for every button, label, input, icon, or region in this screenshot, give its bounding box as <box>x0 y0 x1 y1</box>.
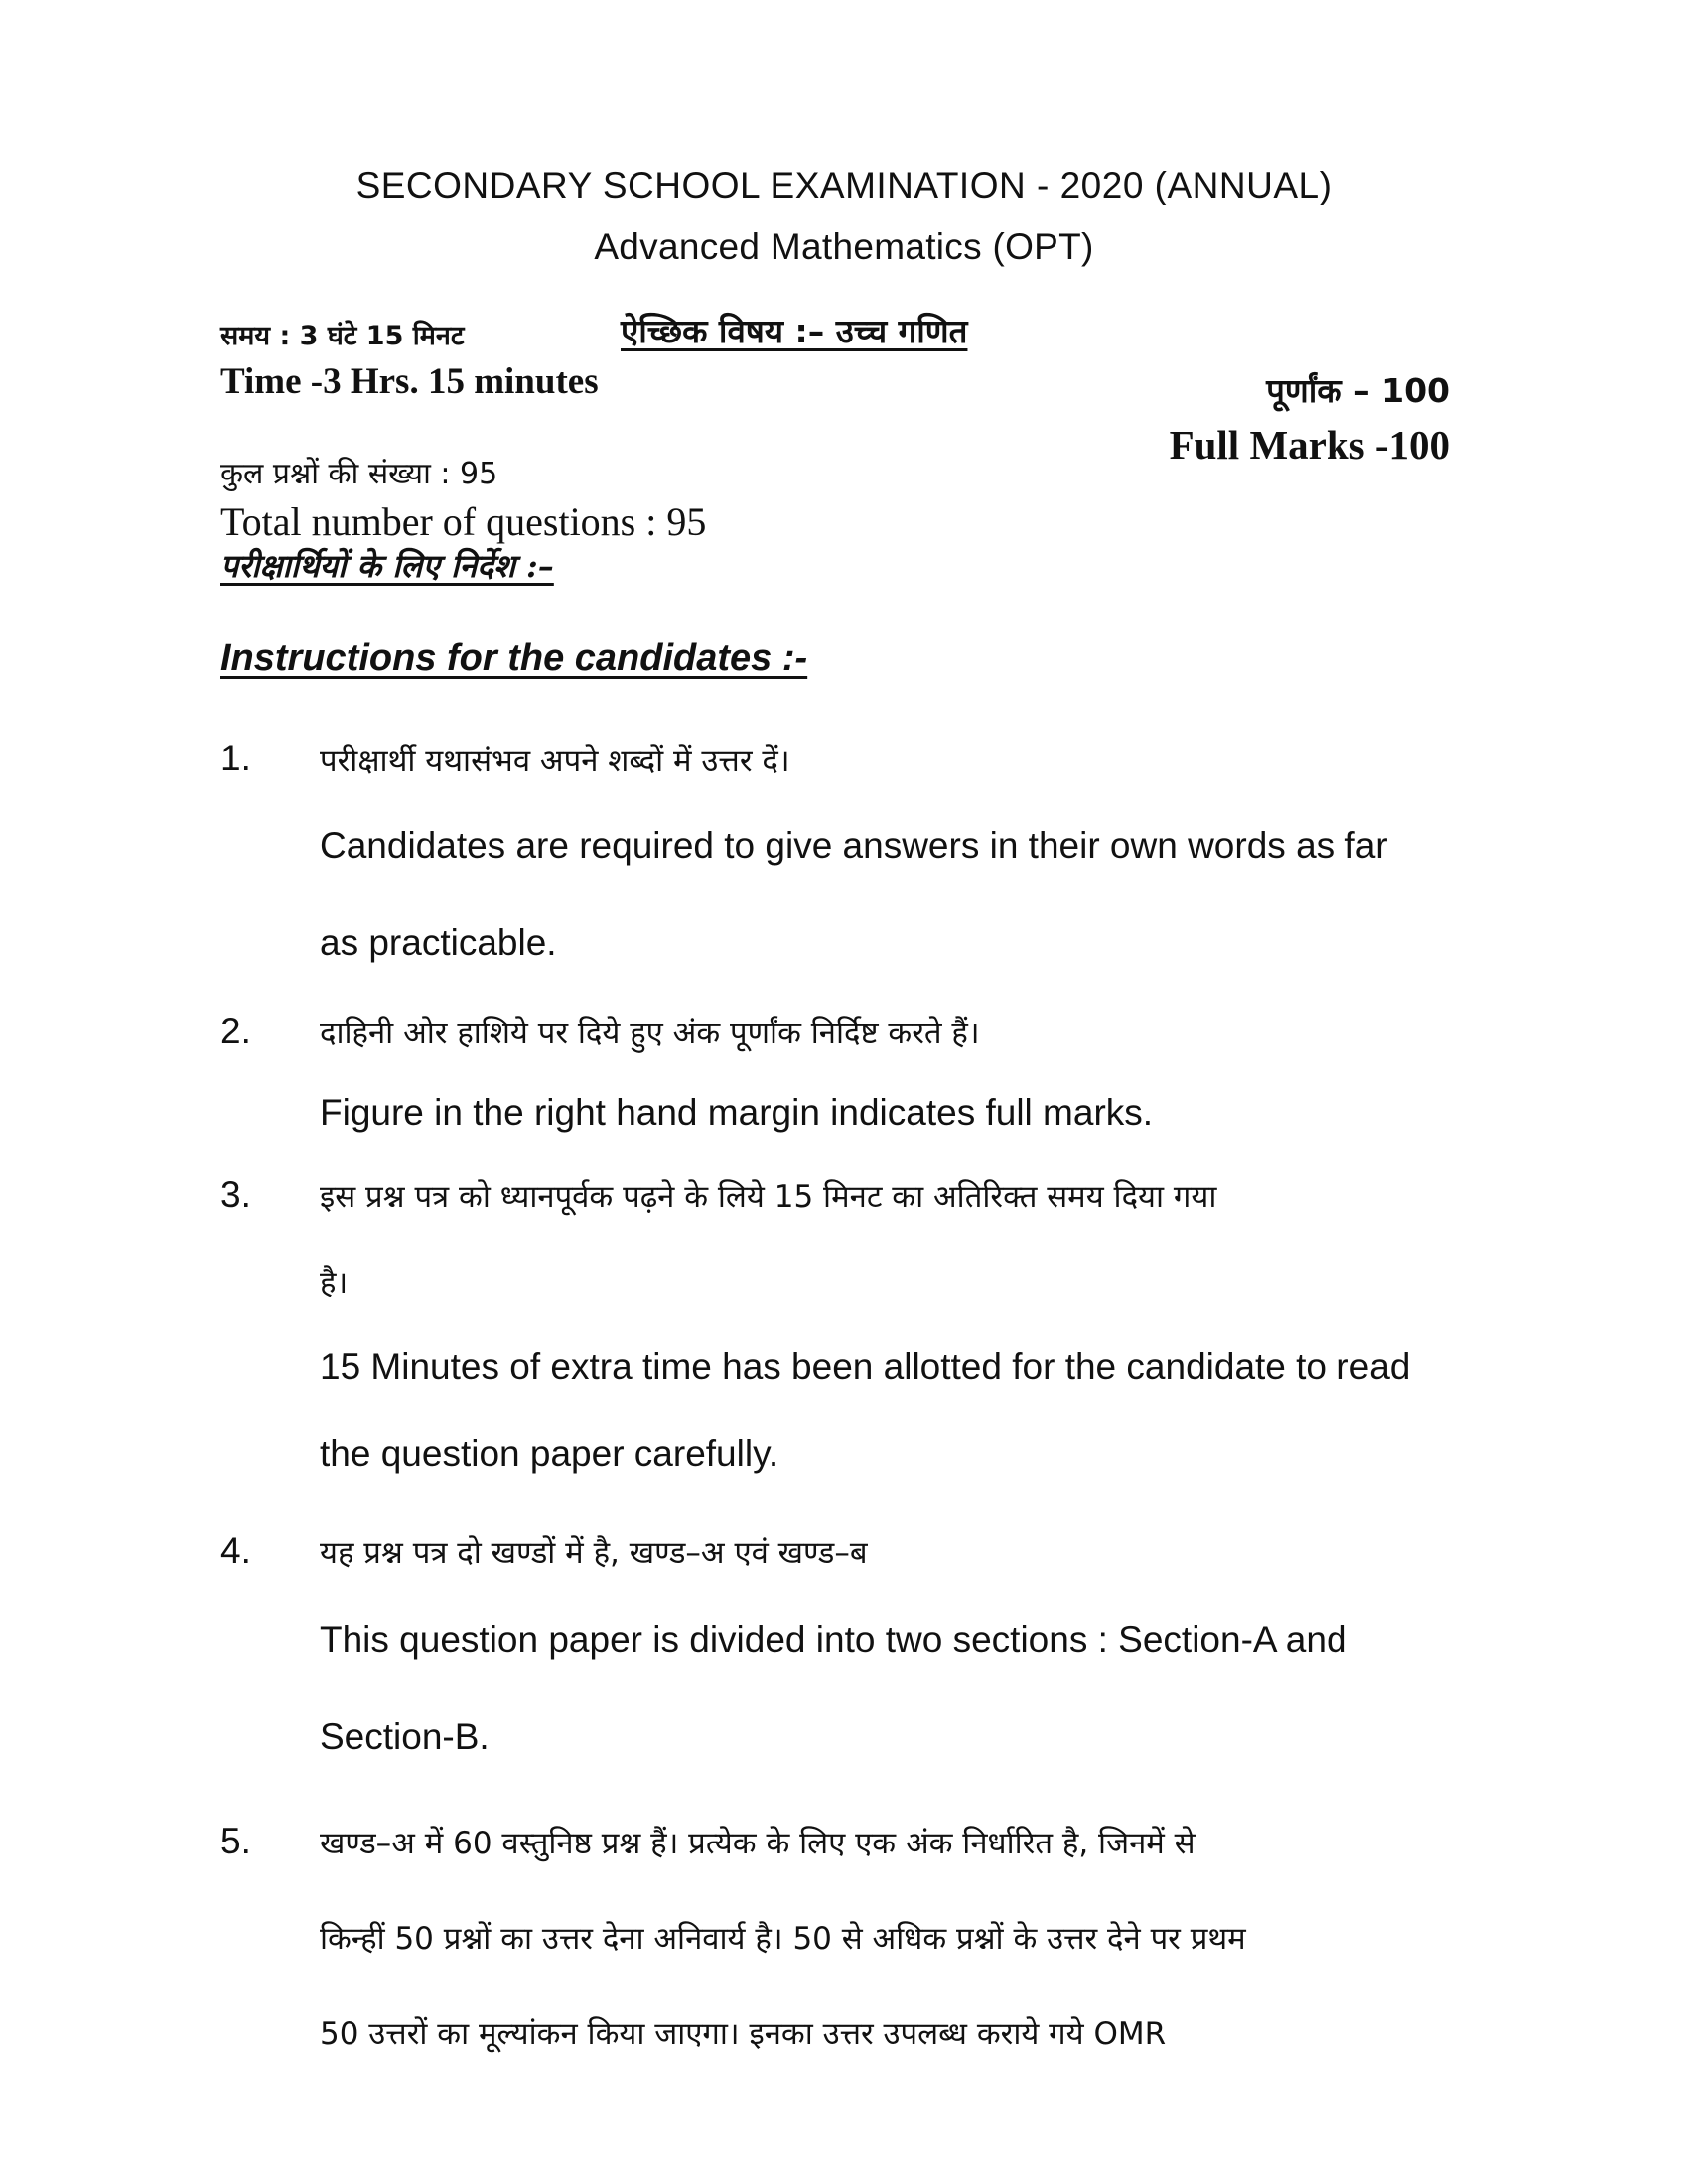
instruction-number: 2. <box>220 1011 251 1051</box>
full-marks-hindi: पूर्णांक – 100 <box>1266 371 1450 410</box>
instructions-heading-english: Instructions for the candidates :- <box>220 637 808 679</box>
instruction-number: 5. <box>220 1821 251 1861</box>
time-hindi: समय : 3 घंटे 15 मिनट <box>220 321 465 351</box>
instruction-line: Figure in the right hand margin indicates full marks. <box>320 1092 1154 1133</box>
instruction-number: 1. <box>220 738 251 778</box>
instruction-line: यह प्रश्न पत्र दो खण्डों में है, खण्ड–अ एवं खण्ड–ब <box>320 1535 868 1570</box>
exam-title: SECONDARY SCHOOL EXAMINATION - 2020 (ANNUAL) <box>355 165 1333 205</box>
instruction-line: 50 उत्तरों का मूल्यांकन किया जाएगा। इनका उत्तर उपलब्ध कराये गये OMR <box>320 2016 1167 2052</box>
question-count-hindi: कुल प्रश्नों की संख्या : 95 <box>220 457 498 491</box>
instructions-heading-hindi: परीक्षार्थियों के लिए निर्देश :– <box>220 547 554 585</box>
time-english: Time -3 Hrs. 15 minutes <box>220 361 599 402</box>
instruction-line: दाहिनी ओर हाशिये पर दिये हुए अंक पूर्णांक निर्दिष्ट करते हैं। <box>320 1016 980 1051</box>
full-marks-english: Full Marks -100 <box>1169 422 1450 468</box>
question-count-english: Total number of questions : 95 <box>220 499 707 544</box>
instruction-line: This question paper is divided into two sections : Section-A and <box>320 1619 1347 1660</box>
instruction-line: as practicable. <box>320 922 557 963</box>
instruction-line: इस प्रश्न पत्र को ध्यानपूर्वक पढ़ने के लिये 15 मिनट का अतिरिक्त समय दिया गया <box>320 1179 1217 1215</box>
subject-title: Advanced Mathematics (OPT) <box>594 226 1094 267</box>
instruction-line: the question paper carefully. <box>320 1433 779 1474</box>
instruction-line: Candidates are required to give answers in their own words as far <box>320 825 1388 866</box>
instruction-line: खण्ड–अ में 60 वस्तुनिष्ठ प्रश्न हैं। प्रत्येक के लिए एक अंक निर्धारित है, जिनमें से <box>320 1826 1196 1861</box>
instruction-line: किन्हीं 50 प्रश्नों का उत्तर देना अनिवार्य है। 50 से अधिक प्रश्नों के उत्तर देने पर प्रथम <box>320 1921 1246 1957</box>
instruction-line: Section-B. <box>320 1716 490 1757</box>
instruction-line: है। <box>320 1265 349 1300</box>
instruction-number: 3. <box>220 1174 251 1215</box>
subject-hindi: ऐच्छिक विषय :– उच्च गणित <box>621 312 968 350</box>
instruction-line: परीक्षार्थी यथासंभव अपने शब्दों में उत्तर दें। <box>320 744 790 779</box>
instruction-line: 15 Minutes of extra time has been allotted for the candidate to read <box>320 1346 1411 1387</box>
instruction-number: 4. <box>220 1530 251 1570</box>
